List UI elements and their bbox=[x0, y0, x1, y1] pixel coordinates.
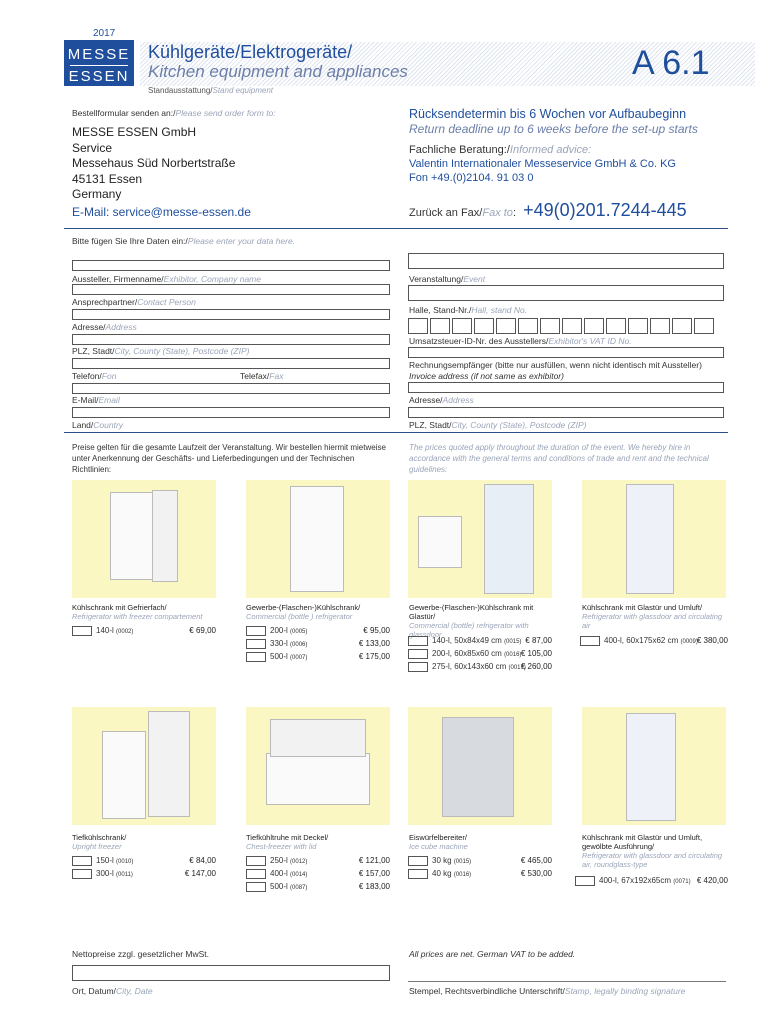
data-prompt bbox=[72, 236, 295, 246]
option-price: € 420,00 bbox=[696, 876, 728, 885]
fridge-icon bbox=[110, 492, 154, 580]
option-size: 400-l, 60x175x62 cm bbox=[604, 636, 679, 646]
sender-email[interactable]: E-Mail: service@messe-essen.de bbox=[72, 205, 251, 219]
messe-essen-logo bbox=[64, 40, 134, 86]
option-size: 500-l bbox=[270, 652, 288, 662]
glassdoor-fridge-icon bbox=[484, 484, 534, 594]
page-title-de: Kühlgeräte/Elektrogeräte/ bbox=[148, 42, 353, 62]
sender-line: Germany bbox=[72, 187, 122, 201]
vat-cell[interactable] bbox=[628, 318, 648, 334]
city-label-de: PLZ, Stadt/ bbox=[72, 346, 115, 356]
option-code: (0014) bbox=[290, 872, 308, 879]
product-name-en: Commercial (bottle) refrigerator with glassdoor bbox=[409, 621, 529, 639]
stamp-label bbox=[409, 986, 685, 996]
option-row[interactable] bbox=[246, 856, 307, 866]
logo-line-1: MESSE bbox=[67, 46, 131, 63]
exhibitor-input[interactable] bbox=[72, 260, 390, 271]
option-price: € 105,00 bbox=[520, 649, 552, 658]
phone-label-en: Fon bbox=[101, 371, 117, 381]
freezer-door-icon bbox=[148, 711, 190, 817]
sender-line: MESSE ESSEN GmbH bbox=[72, 125, 197, 139]
option-price: € 380,00 bbox=[696, 636, 728, 645]
fax-field-label-en: Fax bbox=[269, 371, 284, 381]
product-name-en: Chest-freezer with lid bbox=[246, 842, 317, 851]
option-price: € 183,00 bbox=[358, 882, 390, 891]
option-code: (0016) bbox=[504, 652, 522, 659]
address-input-2[interactable] bbox=[72, 334, 390, 345]
data-prompt-de: Bitte fügen Sie Ihre Daten ein:/ bbox=[72, 236, 188, 246]
fax-label-en: Fax to bbox=[482, 207, 513, 219]
option-row[interactable] bbox=[72, 869, 133, 879]
option-code: (0009) bbox=[680, 639, 698, 646]
vat-cell[interactable] bbox=[496, 318, 516, 334]
address2-label-en: Address bbox=[442, 395, 474, 405]
sender-address bbox=[72, 125, 235, 203]
year-label: 2017 bbox=[93, 28, 116, 39]
option-size: 40 kg bbox=[432, 869, 452, 879]
send-prompt-en: Please send order form to: bbox=[175, 108, 276, 118]
option-price: € 260,00 bbox=[520, 662, 552, 671]
option-code: (0007) bbox=[290, 655, 308, 662]
option-row[interactable] bbox=[72, 856, 133, 866]
ice-machine-icon bbox=[442, 717, 514, 817]
option-row[interactable] bbox=[408, 869, 471, 879]
vat-cell[interactable] bbox=[606, 318, 626, 334]
divider-top bbox=[64, 228, 728, 229]
checkbox[interactable] bbox=[72, 869, 92, 879]
vat-cell[interactable] bbox=[562, 318, 582, 334]
option-price: € 530,00 bbox=[520, 869, 552, 878]
checkbox[interactable] bbox=[246, 639, 266, 649]
email-input[interactable] bbox=[72, 407, 390, 418]
checkbox[interactable] bbox=[408, 869, 428, 879]
place-date-label bbox=[72, 986, 153, 996]
checkbox[interactable] bbox=[408, 636, 428, 646]
product-name-1 bbox=[72, 603, 222, 621]
product-name-en: Refrigerator with glassdoor and circulating air bbox=[582, 612, 723, 630]
fridge-icon bbox=[418, 516, 462, 568]
page-subtitle bbox=[148, 86, 273, 95]
product-name-de: Kühlschrank mit Glastür und Umluft, gewölbte Ausführung/ bbox=[582, 833, 703, 851]
product-image-8 bbox=[582, 707, 726, 825]
event-label bbox=[409, 274, 485, 284]
option-size: 140-l bbox=[96, 626, 114, 636]
option-size: 200-l bbox=[270, 626, 288, 636]
checkbox[interactable] bbox=[408, 856, 428, 866]
invoice-label-en: Invoice address (if not same as exhibitor) bbox=[409, 371, 564, 381]
option-size: 200-l, 60x85x60 cm bbox=[432, 649, 502, 659]
event-label-en: Event bbox=[463, 274, 486, 284]
option-row[interactable] bbox=[246, 652, 307, 662]
option-row[interactable] bbox=[246, 639, 307, 649]
net-prices-en: All prices are net. German VAT to be added. bbox=[409, 949, 576, 959]
city-input[interactable] bbox=[72, 358, 390, 369]
option-code: (0002) bbox=[116, 629, 134, 636]
divider-middle bbox=[64, 432, 728, 433]
event-label-de: Veranstaltung/ bbox=[409, 274, 464, 284]
phone-label-de: Telefon/ bbox=[72, 371, 102, 381]
checkbox[interactable] bbox=[246, 882, 266, 892]
chest-lid-icon bbox=[270, 719, 366, 757]
option-row[interactable] bbox=[408, 662, 526, 672]
address2-label-de: Adresse/ bbox=[409, 395, 443, 405]
option-price: € 69,00 bbox=[189, 626, 216, 635]
option-code: (0015) bbox=[504, 639, 522, 646]
option-price: € 87,00 bbox=[525, 636, 552, 645]
terms-de: Preise gelten für die gesamte Laufzeit der Veranstaltung. Wir bestellen hiermit mietweise unter Anerkennung der Geschäfts- und Lieferbedingungen und der Technischen Richtlinien: bbox=[72, 443, 386, 474]
event-input[interactable] bbox=[408, 253, 724, 269]
form-code: A 6.1 bbox=[632, 44, 710, 82]
checkbox[interactable] bbox=[246, 856, 266, 866]
fax-number: +49(0)201.7244-445 bbox=[523, 200, 687, 220]
product-image-1 bbox=[72, 480, 216, 598]
city-label-en: City, County (State), Postcode (ZIP) bbox=[114, 346, 250, 356]
fax-field-label bbox=[240, 371, 283, 381]
page-title-en: Kitchen equipment and appliances bbox=[148, 62, 408, 81]
product-name-en: Refrigerator with freezer compartement bbox=[72, 612, 203, 621]
glassdoor-fridge-icon bbox=[626, 713, 676, 821]
address2-input[interactable] bbox=[408, 407, 724, 418]
chest-freezer-icon bbox=[266, 753, 370, 805]
option-row[interactable] bbox=[575, 876, 691, 886]
option-size: 250-l bbox=[270, 856, 288, 866]
option-price: € 157,00 bbox=[358, 869, 390, 878]
fax-label-de: Zurück an Fax/ bbox=[409, 207, 483, 219]
contact-input[interactable] bbox=[72, 284, 390, 295]
address-label-de: Adresse/ bbox=[72, 322, 106, 332]
option-row[interactable] bbox=[580, 636, 698, 646]
place-date-label-de: Ort, Datum/ bbox=[72, 986, 116, 996]
option-size: 30 kg bbox=[432, 856, 452, 866]
address-label-en: Address bbox=[105, 322, 137, 332]
product-name-en: Ice cube machine bbox=[409, 842, 468, 851]
option-code: (0012) bbox=[290, 859, 308, 866]
send-prompt-de: Bestellformular senden an:/ bbox=[72, 108, 176, 118]
option-code: (0071) bbox=[673, 879, 691, 886]
send-prompt bbox=[72, 108, 276, 118]
option-size: 300-l bbox=[96, 869, 114, 879]
product-image-6 bbox=[246, 707, 390, 825]
option-code: (0010) bbox=[116, 859, 134, 866]
option-code: (0016) bbox=[453, 872, 472, 879]
vat-cell[interactable] bbox=[452, 318, 472, 334]
contact-label bbox=[72, 297, 196, 307]
option-price: € 84,00 bbox=[189, 856, 216, 865]
address2-label bbox=[409, 395, 474, 405]
fax-colon: : bbox=[512, 207, 516, 219]
checkbox[interactable] bbox=[408, 662, 428, 672]
product-image-7 bbox=[408, 707, 552, 825]
option-row[interactable] bbox=[408, 856, 471, 866]
option-row[interactable] bbox=[246, 626, 307, 636]
option-size: 275-l, 60x143x60 cm bbox=[432, 662, 507, 672]
vat-cell[interactable] bbox=[584, 318, 604, 334]
option-size: 140-l, 50x84x49 cm bbox=[432, 636, 502, 646]
signature-line[interactable] bbox=[408, 981, 726, 982]
invoice-input[interactable] bbox=[408, 382, 724, 393]
checkbox[interactable] bbox=[72, 626, 92, 636]
option-row[interactable] bbox=[408, 649, 521, 659]
freezer-icon bbox=[102, 731, 146, 819]
fridge-door-icon bbox=[152, 490, 178, 582]
product-name-3 bbox=[409, 603, 561, 639]
checkbox[interactable] bbox=[246, 869, 266, 879]
option-size: 330-l bbox=[270, 639, 288, 649]
product-name-de: Tiefkühlschrank/ bbox=[72, 833, 127, 842]
option-code: (0005) bbox=[290, 629, 308, 636]
place-date-label-en: City, Date bbox=[115, 986, 153, 996]
option-row[interactable] bbox=[408, 636, 521, 646]
data-prompt-en: Please enter your data here. bbox=[187, 236, 296, 246]
product-name-8 bbox=[582, 833, 732, 869]
vat-cell[interactable] bbox=[694, 318, 714, 334]
city2-label bbox=[409, 420, 586, 430]
hall-label-de: Halle, Stand-Nr./ bbox=[409, 305, 472, 315]
product-name-de: Gewerbe-(Flaschen-)Kühlschrank/ bbox=[246, 603, 361, 612]
product-name-de: Kühlschrank mit Glastür und Umluft/ bbox=[582, 603, 703, 612]
deadline-en: Return deadline up to 6 weeks before the set-up starts bbox=[409, 122, 698, 136]
product-name-en: Commercial (bottle ) refrigerator bbox=[246, 612, 353, 621]
hall-label-en: Hall, stand No. bbox=[471, 305, 528, 315]
vat-cell[interactable] bbox=[518, 318, 538, 334]
product-name-7 bbox=[409, 833, 559, 851]
exhibitor-label bbox=[72, 274, 261, 284]
phone-label bbox=[72, 371, 116, 381]
checkbox[interactable] bbox=[246, 626, 266, 636]
vat-cell[interactable] bbox=[650, 318, 670, 334]
sender-line: Service bbox=[72, 140, 113, 155]
fax-field-label-de: Telefax/ bbox=[240, 371, 270, 381]
advice-label bbox=[409, 144, 591, 156]
stamp-label-en: Stamp, legally binding signature bbox=[564, 986, 686, 996]
sender-line: 45131 Essen bbox=[72, 171, 143, 186]
contact-label-de: Ansprechpartner/ bbox=[72, 297, 138, 307]
advice-label-de: Fachliche Beratung:/ bbox=[409, 144, 510, 156]
email-label-en: Email bbox=[98, 395, 120, 405]
product-name-2 bbox=[246, 603, 396, 621]
option-price: € 95,00 bbox=[363, 626, 390, 635]
logo-line-2: ESSEN bbox=[68, 68, 130, 85]
option-row[interactable] bbox=[246, 869, 307, 879]
email-label bbox=[72, 395, 120, 405]
country-label-de: Land/ bbox=[72, 420, 94, 430]
vat-cell[interactable] bbox=[430, 318, 450, 334]
option-size: 400-l, 67x192x65cm bbox=[599, 876, 672, 886]
checkbox[interactable] bbox=[580, 636, 600, 646]
country-label bbox=[72, 420, 123, 430]
vat-cell[interactable] bbox=[672, 318, 692, 334]
subtitle-en: Stand equipment bbox=[212, 86, 273, 95]
fridge-icon bbox=[290, 486, 344, 592]
city2-label-en: City, County (State), Postcode (ZIP) bbox=[451, 420, 587, 430]
product-name-de: Gewerbe-(Flaschen-)Kühlschrank mit Glastür/ bbox=[409, 603, 534, 621]
email-label-de: E-Mail/ bbox=[72, 395, 99, 405]
checkbox[interactable] bbox=[246, 652, 266, 662]
place-date-input[interactable] bbox=[72, 965, 390, 981]
advice-phone: Fon +49.(0)2104. 91 03 0 bbox=[409, 172, 534, 184]
fax-block bbox=[409, 200, 687, 221]
option-code: (0006) bbox=[290, 642, 308, 649]
option-code: (0017) bbox=[508, 665, 526, 672]
vat-cell[interactable] bbox=[408, 318, 428, 334]
vat-label bbox=[409, 336, 632, 346]
contact-label-en: Contact Person bbox=[137, 297, 196, 307]
product-name-de: Eiswürfelbereiter/ bbox=[409, 833, 467, 842]
address-label bbox=[72, 322, 137, 332]
vat-label-en: Exhibitor's VAT ID No. bbox=[548, 336, 632, 346]
terms-en: The prices quoted apply throughout the duration of the event. We hereby hire in accordance with the general terms and conditions of trade and rent and the technical guidelines: bbox=[409, 443, 709, 474]
vat-label-de: Umsatzsteuer-ID-Nr. des Ausstellers/ bbox=[409, 336, 549, 346]
sender-line: Messehaus Süd Norbertstraße bbox=[72, 156, 236, 170]
city-label bbox=[72, 346, 249, 356]
product-name-4 bbox=[582, 603, 732, 630]
stamp-label-de: Stempel, Rechtsverbindliche Unterschrift/ bbox=[409, 986, 565, 996]
hall-input[interactable] bbox=[408, 285, 724, 301]
option-code: (0015) bbox=[453, 859, 472, 866]
product-image-2 bbox=[246, 480, 390, 598]
product-name-en: Refrigerator with glassdoor and circulating air, roundglass-type bbox=[582, 851, 723, 869]
product-name-en: Upright freezer bbox=[72, 842, 122, 851]
checkbox[interactable] bbox=[408, 649, 428, 659]
option-price: € 465,00 bbox=[520, 856, 552, 865]
product-image-5 bbox=[72, 707, 216, 825]
option-price: € 175,00 bbox=[358, 652, 390, 661]
option-price: € 147,00 bbox=[184, 869, 216, 878]
hall-label bbox=[409, 305, 527, 315]
subtitle-de: Standausstattung/ bbox=[148, 86, 213, 95]
country-label-en: Country bbox=[93, 420, 124, 430]
product-name-de: Tiefkühltruhe mit Deckel/ bbox=[246, 833, 329, 842]
option-code: (0087) bbox=[290, 885, 308, 892]
glassdoor-fridge-icon bbox=[626, 484, 674, 594]
vat-underline-input[interactable] bbox=[408, 347, 724, 358]
option-row[interactable] bbox=[246, 882, 307, 892]
product-image-4 bbox=[582, 480, 726, 598]
invoice-label-de: Rechnungsempfänger (bitte nur ausfüllen, wenn nicht identisch mit Aussteller) bbox=[409, 360, 702, 370]
option-code: (0011) bbox=[116, 872, 133, 879]
option-size: 400-l bbox=[270, 869, 288, 879]
phone-fax-input[interactable] bbox=[72, 383, 390, 394]
product-name-de: Kühlschrank mit Gefrierfach/ bbox=[72, 603, 167, 612]
checkbox[interactable] bbox=[575, 876, 595, 886]
advice-label-en: Informed advice: bbox=[509, 144, 592, 156]
vat-cell[interactable] bbox=[540, 318, 560, 334]
vat-cell[interactable] bbox=[474, 318, 494, 334]
deadline-de: Rücksendetermin bis 6 Wochen vor Aufbaubeginn bbox=[409, 107, 687, 121]
checkbox[interactable] bbox=[72, 856, 92, 866]
net-prices-de: Nettopreise zzgl. gesetzlicher MwSt. bbox=[72, 949, 209, 959]
option-size: 500-l bbox=[270, 882, 288, 892]
exhibitor-label-de: Aussteller, Firmenname/ bbox=[72, 274, 164, 284]
option-price: € 121,00 bbox=[358, 856, 390, 865]
logo-divider bbox=[70, 65, 128, 66]
option-row[interactable] bbox=[72, 626, 133, 636]
city2-label-de: PLZ, Stadt/ bbox=[409, 420, 452, 430]
option-size: 150-l bbox=[96, 856, 114, 866]
address-input[interactable] bbox=[72, 309, 390, 320]
option-price: € 133,00 bbox=[358, 639, 390, 648]
product-name-6 bbox=[246, 833, 396, 851]
advice-company: Valentin Internationaler Messeservice GmbH & Co. KG bbox=[409, 158, 676, 170]
product-name-5 bbox=[72, 833, 222, 851]
exhibitor-label-en: Exhibitor, Company name bbox=[163, 274, 261, 284]
product-image-3 bbox=[408, 480, 552, 598]
